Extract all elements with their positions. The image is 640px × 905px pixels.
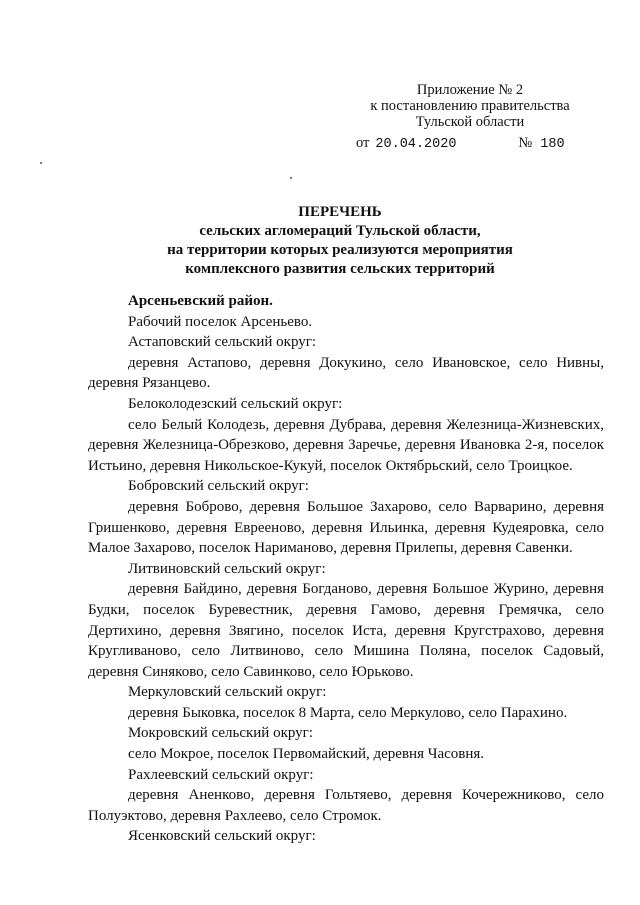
scan-speck [40,162,42,164]
appendix-block [320,82,620,130]
heading-line-3: комплексного развития сельских территорий [185,261,495,277]
decree-date: 20.04.2020 [375,137,457,152]
okrug-settlements: село Белый Колодезь, деревня Дубрава, деревня Железница-Жизневских, деревня Железница-Обрезково, деревня Заречье, деревня Ивановка 2-я, поселок Истьино, деревня Никольское-Кукуй, поселок Октябрьский, село Троицкое. [88,416,604,474]
appendix-line-3: Тульской области [415,114,525,130]
document-heading [60,203,620,279]
okrug-name: Мокровский сельский округ: [128,725,313,742]
okrug-name: Литвиновский сельский округ: [128,560,326,577]
settlements-list [88,291,604,847]
appendix-line-1: Приложение № 2 [416,82,524,98]
okrug-name: Меркуловский сельский округ: [128,684,327,701]
okrug-settlements: деревня Байдино, деревня Богданово, деревня Большое Журино, деревня Будки, поселок Буревестник, деревня Гамово, деревня Гремячка, село Дертихино, деревня Звягино, поселок Иста, деревня Кругстрахово, деревня Кругливаново, село Литвиново, село Мишина Поляна, поселок Садовый, деревня Синяково, село Савинково, село Юрьково. [88,581,604,680]
heading-line-1: сельских агломераций Тульской области, [199,223,481,239]
okrug-settlements: деревня Боброво, деревня Большое Захарово, село Варварино, деревня Гришенково, деревня Еврееново, деревня Ильинка, деревня Кудеяровка, село Малое Захарово, поселок Нариманово, деревня Прилепы, деревня Савенки. [88,498,604,557]
appendix-line-2: к постановлению правительства [370,98,570,114]
decree-date-prefix: от [356,135,370,151]
scan-speck [290,177,292,179]
okrug-settlements: село Мокрое, поселок Первомайский, деревня Часовня. [128,746,485,763]
okrug-name: Астаповский сельский округ: [128,334,317,351]
okrug-settlements: деревня Астапово, деревня Докукино, село Ивановское, село Нивны, деревня Рязанцево. [88,354,604,392]
okrug-settlements: деревня Аненково, деревня Гольтяево, деревня Кочережниково, село Полуэктово, деревня Рахлеево, село Стромок. [88,787,604,824]
okrug-name: Бобровский сельский округ: [128,478,309,495]
heading-line-2: на территории которых реализуются мероприятия [167,242,513,258]
okrug-name: Белоколодезский сельский округ: [128,395,343,412]
district-name: Арсеньевский район. [128,293,273,309]
decree-number-label: № [518,135,533,151]
heading-title: ПЕРЕЧЕНЬ [298,204,382,220]
okrug-name: Ясенковский сельский округ: [128,828,316,845]
okrug-name: Рахлеевский сельский округ: [128,766,314,783]
okrug-settlements: деревня Быковка, поселок 8 Марта, село Меркулово, село Парахино. [128,704,568,721]
decree-number: 180 [540,137,565,152]
decree-line [356,135,565,152]
workers-settlement: Рабочий поселок Арсеньево. [128,313,313,330]
